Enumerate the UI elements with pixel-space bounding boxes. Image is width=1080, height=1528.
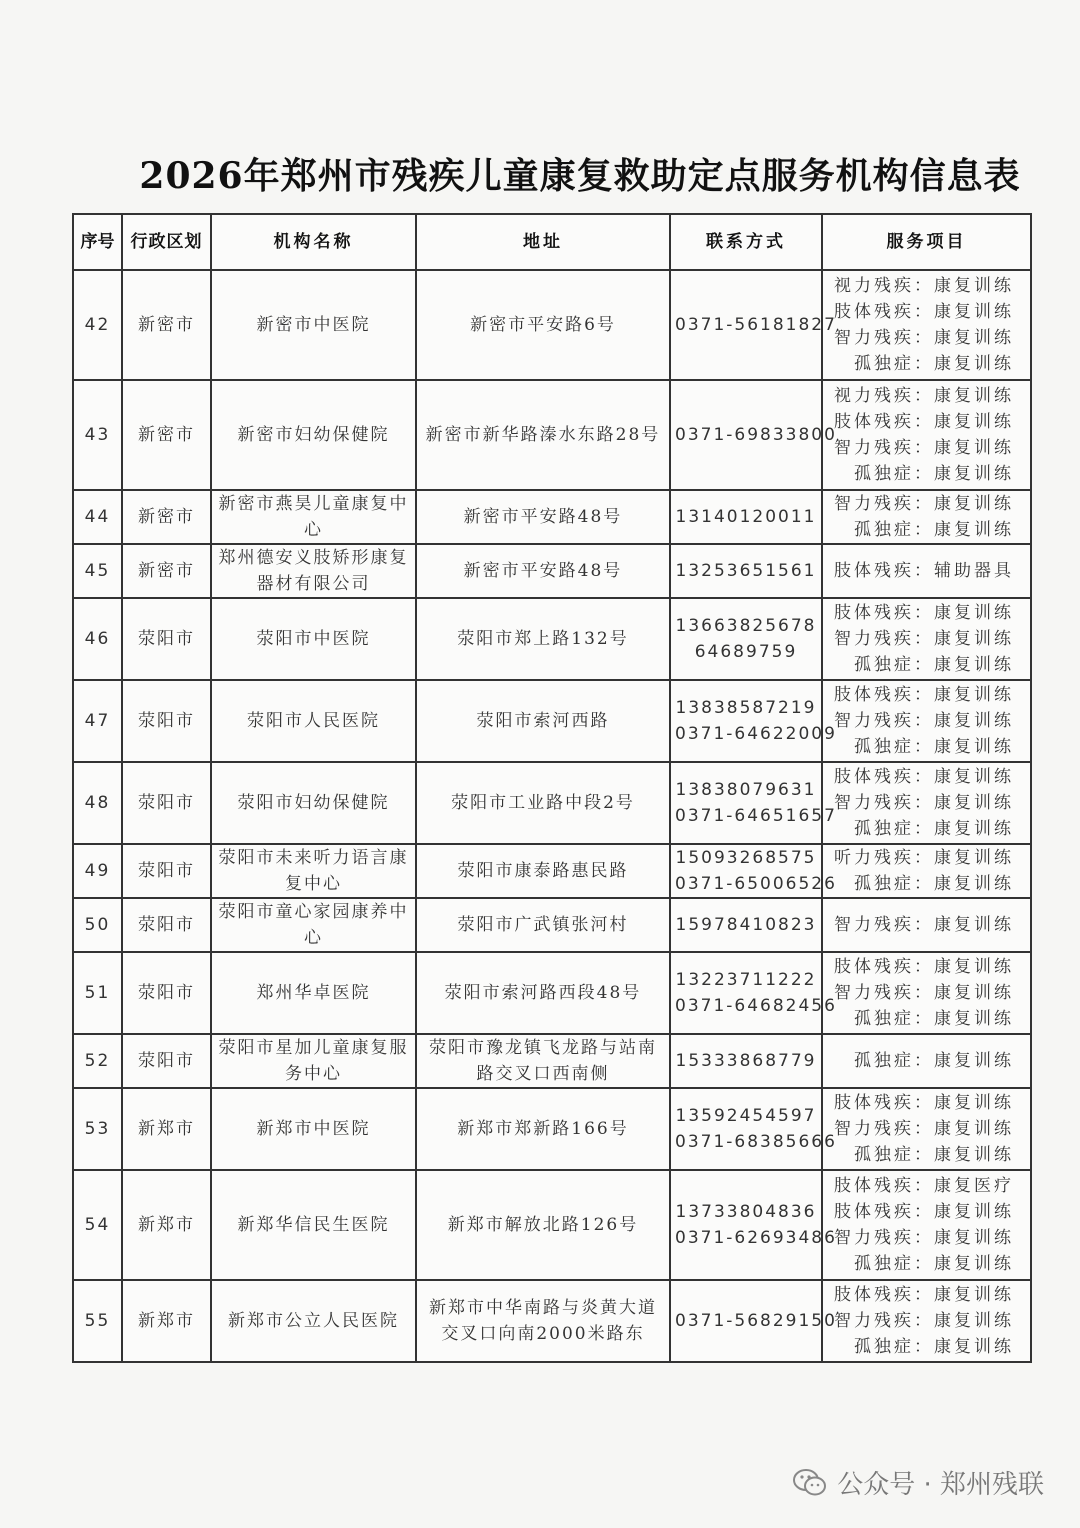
row-services	[822, 1170, 1031, 1280]
phone-number: 13838079631	[675, 780, 817, 800]
footer-text: 公众号 · 郑州残联	[837, 1470, 1044, 1500]
phone-number: 15093268575	[675, 848, 817, 868]
service-item: 孤独症：康复训练	[854, 874, 1014, 894]
service-item: 孤独症：康复训练	[854, 354, 1014, 374]
row-index: 47	[73, 680, 122, 762]
table-row	[73, 1170, 1031, 1280]
row-region: 荥阳市	[122, 898, 211, 952]
phone-number: 0371-62693486	[675, 1228, 837, 1248]
institution-table	[72, 213, 1032, 1363]
row-address: 荥阳市工业路中段2号	[416, 762, 670, 844]
table-row	[73, 1280, 1031, 1362]
row-contact	[670, 844, 837, 898]
phone-number: 0371-68385666	[675, 1132, 837, 1152]
row-region: 荥阳市	[122, 598, 211, 680]
header-address: 地址	[416, 214, 670, 270]
row-index: 44	[73, 490, 122, 544]
row-services	[822, 762, 1031, 844]
row-region: 荥阳市	[122, 952, 211, 1034]
header-region: 行政区划	[122, 214, 211, 270]
service-item: 智力残疾：康复训练	[834, 1311, 1014, 1331]
row-region: 新密市	[122, 380, 211, 490]
service-item: 肢体残疾：康复医疗	[834, 1176, 1014, 1196]
phone-number: 0371-64622009	[675, 724, 837, 744]
row-index: 46	[73, 598, 122, 680]
service-item: 孤独症：康复训练	[854, 819, 1014, 839]
row-institution-name: 郑州华卓医院	[211, 952, 416, 1034]
service-item: 智力残疾：康复训练	[834, 494, 1014, 514]
row-index: 50	[73, 898, 122, 952]
row-region: 荥阳市	[122, 1034, 211, 1088]
row-region: 新郑市	[122, 1170, 211, 1280]
phone-number: 13253651561	[675, 561, 817, 581]
phone-number: 13733804836	[675, 1202, 817, 1222]
row-address: 荥阳市豫龙镇飞龙路与站南路交叉口西南侧	[416, 1034, 670, 1088]
service-item: 智力残疾：康复训练	[834, 328, 1014, 348]
phone-number: 0371-64682456	[675, 996, 837, 1016]
row-contact	[670, 1034, 822, 1088]
service-item: 智力残疾：康复训练	[834, 711, 1014, 731]
service-item: 听力残疾：康复训练	[834, 848, 1014, 868]
row-address: 新密市平安路48号	[416, 544, 670, 598]
service-item: 肢体残疾：康复训练	[834, 412, 1014, 432]
service-item: 智力残疾：康复训练	[834, 983, 1014, 1003]
wechat-icon	[793, 1468, 827, 1498]
phone-number: 13140120011	[675, 507, 817, 527]
row-region: 新密市	[122, 490, 211, 544]
header-contact: 联系方式	[670, 214, 822, 270]
table-row	[73, 380, 1031, 490]
service-item: 肢体残疾：康复训练	[834, 603, 1014, 623]
row-index: 45	[73, 544, 122, 598]
row-region: 新郑市	[122, 1088, 211, 1170]
header-name: 机构名称	[211, 214, 416, 270]
phone-number: 0371-65006526	[675, 874, 837, 894]
row-contact	[670, 270, 837, 380]
row-contact	[670, 762, 837, 844]
service-item: 孤独症：康复训练	[854, 1145, 1014, 1165]
row-contact	[670, 1170, 837, 1280]
row-services	[822, 680, 1031, 762]
row-address: 荥阳市索河西路	[416, 680, 670, 762]
service-item: 孤独症：康复训练	[854, 1009, 1014, 1029]
phone-number: 13592454597	[675, 1106, 817, 1126]
row-services	[822, 898, 1031, 952]
row-contact	[670, 380, 837, 490]
phone-number: 15978410823	[675, 915, 817, 935]
phone-number: 0371-56181827	[675, 315, 837, 335]
row-institution-name: 新密市燕昊儿童康复中心	[211, 490, 416, 544]
row-institution-name: 新郑华信民生医院	[211, 1170, 416, 1280]
row-institution-name: 新郑市中医院	[211, 1088, 416, 1170]
row-institution-name: 荥阳市未来听力语言康复中心	[211, 844, 416, 898]
row-address: 新郑市郑新路166号	[416, 1088, 670, 1170]
table-row	[73, 680, 1031, 762]
service-item: 肢体残疾：辅助器具	[834, 561, 1014, 581]
phone-number: 13838587219	[675, 698, 817, 718]
table-row	[73, 844, 1031, 898]
service-item: 肢体残疾：康复训练	[834, 302, 1014, 322]
phone-number: 15333868779	[675, 1051, 817, 1071]
service-item: 肢体残疾：康复训练	[834, 685, 1014, 705]
service-item: 视力残疾：康复训练	[834, 386, 1014, 406]
service-item: 孤独症：康复训练	[854, 655, 1014, 675]
row-services	[822, 544, 1031, 598]
row-index: 53	[73, 1088, 122, 1170]
service-item: 肢体残疾：康复训练	[834, 1093, 1014, 1113]
row-contact	[670, 952, 837, 1034]
row-region: 荥阳市	[122, 680, 211, 762]
service-item: 肢体残疾：康复训练	[834, 767, 1014, 787]
row-address: 新郑市中华南路与炎黄大道交叉口向南2000米路东	[416, 1280, 670, 1362]
service-item: 肢体残疾：康复训练	[834, 1202, 1014, 1222]
row-services	[822, 1280, 1031, 1362]
table-header-row	[73, 214, 1031, 270]
row-contact	[670, 1088, 837, 1170]
service-item: 视力残疾：康复训练	[834, 276, 1014, 296]
row-address: 新密市平安路6号	[416, 270, 670, 380]
row-address: 荥阳市康泰路惠民路	[416, 844, 670, 898]
phone-number: 13223711222	[675, 970, 817, 990]
row-institution-name: 荥阳市妇幼保健院	[211, 762, 416, 844]
row-contact	[670, 1280, 837, 1362]
service-item: 肢体残疾：康复训练	[834, 957, 1014, 977]
row-services	[822, 1034, 1031, 1088]
row-institution-name: 荥阳市中医院	[211, 598, 416, 680]
footer-watermark	[793, 1464, 1044, 1501]
service-item: 孤独症：康复训练	[854, 1051, 1014, 1071]
row-region: 荥阳市	[122, 762, 211, 844]
row-contact	[670, 544, 822, 598]
row-index: 43	[73, 380, 122, 490]
table-row	[73, 544, 1031, 598]
service-item: 智力残疾：康复训练	[834, 793, 1014, 813]
row-contact	[670, 680, 837, 762]
row-index: 51	[73, 952, 122, 1034]
table-row	[73, 898, 1031, 952]
row-index: 42	[73, 270, 122, 380]
row-services	[822, 490, 1031, 544]
service-item: 智力残疾：康复训练	[834, 438, 1014, 458]
service-item: 智力残疾：康复训练	[834, 1119, 1014, 1139]
row-region: 新密市	[122, 544, 211, 598]
row-index: 54	[73, 1170, 122, 1280]
row-address: 新郑市解放北路126号	[416, 1170, 670, 1280]
row-address: 新密市新华路溱水东路28号	[416, 380, 670, 490]
row-contact	[670, 598, 822, 680]
row-address: 荥阳市广武镇张河村	[416, 898, 670, 952]
row-region: 荥阳市	[122, 844, 211, 898]
row-index: 49	[73, 844, 122, 898]
service-item: 孤独症：康复训练	[854, 464, 1014, 484]
row-contact	[670, 898, 822, 952]
phone-number: 0371-69833800	[675, 425, 837, 445]
service-item: 孤独症：康复训练	[854, 737, 1014, 757]
row-institution-name: 新密市中医院	[211, 270, 416, 380]
row-institution-name: 新密市妇幼保健院	[211, 380, 416, 490]
service-item: 智力残疾：康复训练	[834, 1228, 1014, 1248]
row-services	[822, 270, 1031, 380]
table-body	[73, 270, 1031, 1362]
row-region: 新郑市	[122, 1280, 211, 1362]
table-row	[73, 1034, 1031, 1088]
page-title: 2026年郑州市残疾儿童康复救助定点服务机构信息表	[139, 155, 1021, 197]
row-services	[822, 952, 1031, 1034]
row-address: 新密市平安路48号	[416, 490, 670, 544]
row-address: 荥阳市索河路西段48号	[416, 952, 670, 1034]
phone-number: 64689759	[694, 642, 798, 662]
header-services: 服务项目	[822, 214, 1031, 270]
phone-number: 0371-64651657	[675, 806, 837, 826]
table-row	[73, 952, 1031, 1034]
row-index: 48	[73, 762, 122, 844]
service-item: 肢体残疾：康复训练	[834, 1285, 1014, 1305]
phone-number: 13663825678	[675, 616, 817, 636]
table-row	[73, 490, 1031, 544]
table-row	[73, 1088, 1031, 1170]
header-index: 序号	[73, 214, 122, 270]
row-services	[822, 1088, 1031, 1170]
row-services	[822, 598, 1031, 680]
table-row	[73, 270, 1031, 380]
service-item: 孤独症：康复训练	[854, 1254, 1014, 1274]
row-services	[822, 380, 1031, 490]
row-index: 55	[73, 1280, 122, 1362]
service-item: 智力残疾：康复训练	[834, 915, 1014, 935]
row-contact	[670, 490, 822, 544]
table-row	[73, 762, 1031, 844]
row-institution-name: 荥阳市星加儿童康复服务中心	[211, 1034, 416, 1088]
row-services	[822, 844, 1031, 898]
service-item: 孤独症：康复训练	[854, 1337, 1014, 1357]
row-institution-name: 新郑市公立人民医院	[211, 1280, 416, 1362]
row-institution-name: 郑州德安义肢矫形康复器材有限公司	[211, 544, 416, 598]
row-index: 52	[73, 1034, 122, 1088]
row-region: 新密市	[122, 270, 211, 380]
phone-number: 0371-56829150	[675, 1311, 837, 1331]
service-item: 智力残疾：康复训练	[834, 629, 1014, 649]
row-address: 荥阳市郑上路132号	[416, 598, 670, 680]
table-row	[73, 598, 1031, 680]
row-institution-name: 荥阳市童心家园康养中心	[211, 898, 416, 952]
service-item: 孤独症：康复训练	[854, 520, 1014, 540]
row-institution-name: 荥阳市人民医院	[211, 680, 416, 762]
